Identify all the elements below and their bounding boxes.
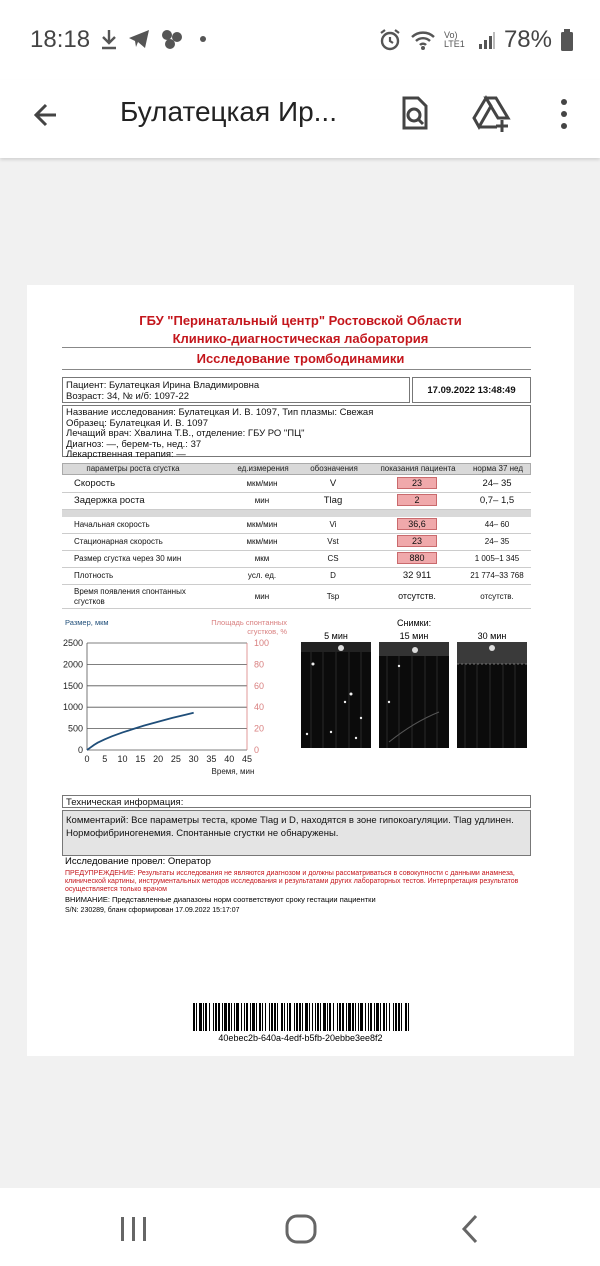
param-unit: мин [254, 496, 270, 505]
barcode-bar [269, 1003, 270, 1031]
param-value-abnormal: 880 [397, 552, 437, 564]
chart-y-tick-label: 0 [77, 745, 83, 755]
snapshot-image [379, 642, 449, 748]
param-value: отсутств. [398, 591, 436, 601]
table-row [62, 551, 531, 568]
barcode-bar [348, 1003, 351, 1031]
barcode-bar [360, 1003, 363, 1031]
chart-y-tick-label: 2500 [62, 638, 83, 648]
barcode-bar [408, 1003, 409, 1031]
barcode-bar [289, 1003, 291, 1031]
chart-y2-tick-label: 60 [254, 680, 265, 691]
navigation-bar [0, 1188, 600, 1266]
col-norm: норма 37 нед [473, 464, 523, 473]
patient-age: Возраст: 34, № и/б: 1097-22 [66, 391, 190, 402]
chart-y2-tick-label: 0 [254, 745, 260, 755]
chart-y-tick-label: 500 [67, 723, 83, 734]
barcode-bar [355, 1003, 356, 1031]
barcode-bar [213, 1003, 214, 1031]
chart-y2-tick-label: 80 [254, 659, 265, 670]
barcode-bar [346, 1003, 347, 1031]
param-value-abnormal: 2 [397, 494, 437, 506]
param-value: 32 911 [402, 570, 432, 581]
col-code: обозначения [310, 464, 358, 473]
col-units: ед.измерения [237, 464, 289, 473]
barcode-bar [342, 1003, 344, 1031]
barcode-bar [299, 1003, 301, 1031]
barcode-bar [244, 1003, 245, 1031]
barcode-bar [312, 1003, 313, 1031]
param-unit: мкм/мин [246, 537, 278, 546]
wifi-icon [410, 29, 436, 51]
barcode-bar [320, 1003, 321, 1031]
battery-percent: 78% [503, 26, 552, 53]
barcode-bar [259, 1003, 261, 1031]
back-nav-icon[interactable] [456, 1212, 484, 1246]
signal-icon [478, 30, 496, 50]
barcode-bar [393, 1003, 394, 1031]
barcode-bar [305, 1003, 308, 1031]
barcode-bar [294, 1003, 295, 1031]
param-name-line: сгустков [74, 597, 105, 606]
chart-x-tick-label: 35 [206, 754, 217, 764]
barcode-bar [231, 1003, 232, 1031]
barcode-bar [193, 1003, 195, 1031]
param-name: Задержка роста [74, 495, 145, 506]
barcode-bar [265, 1003, 266, 1031]
patient-box [62, 377, 410, 403]
barcode-bar [389, 1003, 390, 1031]
barcode-bar [376, 1003, 379, 1031]
chart-series-line [87, 713, 194, 750]
heading-divider [62, 347, 531, 348]
param-name: Плотность [74, 571, 114, 580]
document-page[interactable] [27, 285, 574, 1056]
doctor: Лечащий врач: Хвалина Т.В., отделение: ГБУ РО "ПЦ" [66, 428, 305, 439]
chart-x-tick-label: 15 [135, 754, 146, 764]
barcode-bar [380, 1003, 381, 1031]
barcode-bar [241, 1003, 242, 1031]
table-row [62, 517, 531, 534]
barcode-bar [370, 1003, 372, 1031]
param-norm: 24– 35 [482, 478, 512, 489]
patient-name: Пациент: Булатецкая Ирина Владимировна [66, 380, 260, 391]
barcode-bar [329, 1003, 331, 1031]
snapshot-image [457, 642, 527, 748]
download-icon [100, 28, 118, 50]
param-norm: отсутств. [480, 592, 514, 601]
param-code: D [330, 571, 336, 580]
param-unit: мкм [254, 554, 270, 563]
barcode-bar [302, 1003, 303, 1031]
barcode-bar [271, 1003, 273, 1031]
snapshot-picture [379, 642, 449, 748]
param-norm: 44– 60 [484, 520, 510, 529]
app-bar [0, 80, 600, 158]
comment-box: Комментарий: Все параметры теста, кроме Tlag и D, находятся в зоне гипокоагуляции. Tlag удлинен. Нормофибриногенемия. Спонтанные сгустки не обнаружены. [62, 810, 531, 856]
barcode-bar [281, 1003, 283, 1031]
barcode-bar [228, 1003, 230, 1031]
snapshot-picture [301, 642, 371, 748]
barcode-bar [395, 1003, 397, 1031]
heading-divider [62, 369, 531, 370]
barcode-bar [405, 1003, 407, 1031]
study-datetime: 17.09.2022 13:48:49 [412, 377, 531, 403]
param-name [74, 587, 186, 607]
chart-x-tick-label: 0 [84, 754, 90, 764]
barcode-bar [317, 1003, 319, 1031]
barcode-bar [358, 1003, 359, 1031]
barcode-bar [296, 1003, 298, 1031]
chart-y2-tick-label: 40 [254, 702, 265, 713]
table-row [62, 568, 531, 585]
barcode-bar [368, 1003, 369, 1031]
chart-y2-tick-label: 20 [254, 723, 265, 734]
barcode-bar [215, 1003, 217, 1031]
barcode-bar [323, 1003, 326, 1031]
alarm-icon [378, 28, 402, 52]
status-time: 18:18 [30, 26, 91, 53]
lab-heading: Клинико-диагностическая лаборатория [172, 331, 429, 346]
more-notifications-dot-icon [200, 36, 206, 42]
chart-x-tick-label: 20 [153, 754, 164, 764]
param-name: Стационарная скорость [74, 537, 163, 546]
warning-text: ПРЕДУПРЕЖДЕНИЕ: Результаты исследования не являются диагнозом и должны рассматриваться в совокупности с данными анамнеза, клинической картины, инструментальных методов исследования и результатами других лабораторных тестов. Интерпретация результатов осуществляется только врачом [65, 870, 519, 893]
param-code: Vst [327, 537, 339, 546]
chart-y2-label: Площадь спонтанных сгустков, % [211, 618, 287, 636]
barcode-bar [374, 1003, 375, 1031]
param-code: CS [327, 554, 339, 563]
notice-text: ВНИМАНИЕ: Представленные диапазоны норм соответствуют сроку гестации пациентки [65, 895, 376, 904]
clot-growth-chart [57, 635, 297, 785]
app-cluster-icon [160, 28, 184, 50]
chart-y-label: Размер, мкм [65, 618, 109, 627]
study-heading: Исследование тромбодинамики [196, 351, 405, 366]
snapshot-label: 5 мин [324, 631, 348, 641]
param-code: V [329, 478, 337, 489]
chart-x-tick-label: 30 [188, 754, 199, 764]
operator-line: Исследование провел: Оператор [65, 856, 211, 867]
chart-x-label: Время, мин [211, 767, 255, 776]
study-info-box [62, 405, 531, 460]
param-code: Tsp [326, 592, 340, 601]
system-icons [378, 26, 574, 54]
param-unit: мкм/мин [246, 479, 278, 488]
barcode-bar [246, 1003, 248, 1031]
document-title: Булатецкая Ир... [120, 96, 337, 127]
barcode-bar [277, 1003, 278, 1031]
param-norm: 24– 35 [484, 537, 510, 546]
barcode-bar [209, 1003, 210, 1031]
barcode-bar [224, 1003, 227, 1031]
param-value-abnormal: 23 [397, 477, 437, 489]
snapshot-picture [457, 642, 527, 748]
barcode-bar [222, 1003, 223, 1031]
chart-y-tick-label: 1500 [62, 680, 83, 691]
param-value-abnormal: 36,6 [397, 518, 437, 530]
telegram-icon [128, 29, 150, 49]
chart-x-tick-label: 25 [170, 754, 181, 764]
param-unit: усл. ед. [247, 571, 277, 580]
barcode-bar [250, 1003, 251, 1031]
col-patient-value: показания пациента [380, 464, 456, 473]
network-type-label: Vo) LTE1 [443, 30, 465, 49]
barcode-text: 40ebec2b-640a-4edf-b5fb-20ebbe3ee8f2 [218, 1033, 383, 1043]
barcode-bar [205, 1003, 207, 1031]
barcode-bar [256, 1003, 257, 1031]
chart-y-tick-label: 1000 [62, 702, 83, 713]
chart-x-tick-label: 10 [117, 754, 128, 764]
add-to-drive-icon[interactable] [472, 94, 512, 134]
barcode-bar [199, 1003, 202, 1031]
param-value-abnormal: 23 [397, 535, 437, 547]
notification-icons [100, 28, 206, 50]
recent-apps-icon[interactable] [118, 1214, 150, 1244]
barcode-bar [274, 1003, 276, 1031]
snapshot-image [301, 642, 371, 748]
barcode-bar [315, 1003, 316, 1031]
table-separator [62, 510, 531, 517]
chart-x-tick-label: 45 [241, 754, 253, 764]
barcode-bar [196, 1003, 197, 1031]
snapshots-title: Снимки: [397, 618, 432, 628]
chart-y2-tick-label: 100 [254, 638, 270, 648]
barcode-bar [365, 1003, 366, 1031]
back-arrow-icon[interactable] [26, 94, 68, 136]
diagnosis: Диагноз: —, берем-ть, нед.: 37 [66, 438, 202, 450]
table-row [62, 476, 531, 493]
param-code: Vi [329, 520, 337, 529]
home-icon[interactable] [284, 1212, 318, 1246]
results-table-header [62, 463, 531, 475]
barcode-bar [309, 1003, 310, 1031]
barcode-bar [386, 1003, 387, 1031]
barcode-bar [284, 1003, 285, 1031]
param-norm: 21 774–33 768 [470, 571, 524, 580]
param-name: Скорость [74, 478, 116, 489]
table-row [62, 585, 531, 609]
barcode-bar [252, 1003, 255, 1031]
col-parameters: параметры роста сгустка [86, 464, 180, 473]
sample: Образец: Булатецкая И. В. 1097 [66, 417, 208, 429]
barcode-bar [401, 1003, 402, 1031]
param-name: Размер сгустка через 30 мин [74, 554, 182, 563]
barcode-bar [333, 1003, 334, 1031]
snapshot-label: 30 мин [477, 631, 507, 641]
barcode-bar [236, 1003, 239, 1031]
param-unit: мкм/мин [246, 520, 278, 529]
param-norm: 1 005–1 345 [474, 554, 520, 563]
study-name: Название исследования: Булатецкая И. В. 1097, Тип плазмы: Свежая [66, 407, 374, 418]
barcode [193, 1003, 409, 1031]
org-heading: ГБУ "Перинатальный центр" Ростовской Области [139, 313, 462, 328]
status-bar [0, 0, 600, 80]
barcode-bar [234, 1003, 235, 1031]
more-options-icon[interactable] [544, 94, 584, 134]
barcode-bar [287, 1003, 288, 1031]
chart-y-tick-label: 2000 [62, 659, 83, 670]
battery-icon [560, 28, 574, 52]
param-unit: мин [254, 592, 270, 601]
table-row [62, 534, 531, 551]
search-document-icon[interactable] [394, 94, 434, 134]
param-norm: 0,7– 1,5 [479, 495, 515, 506]
barcode-bar [383, 1003, 385, 1031]
barcode-bar [352, 1003, 354, 1031]
param-name-line: Время появления спонтанных [74, 587, 186, 596]
chart-x-tick-label: 5 [102, 754, 108, 764]
tech-info-header: Техническая информация: [62, 795, 531, 808]
barcode-bar [203, 1003, 204, 1031]
chart-x-tick-label: 40 [224, 754, 235, 764]
barcode-bar [262, 1003, 263, 1031]
barcode-bar [327, 1003, 328, 1031]
param-code: Tlag [323, 495, 343, 506]
table-row [62, 493, 531, 510]
param-name: Начальная скорость [74, 520, 150, 529]
serial-number: S/N: 230289, бланк сформирован 17.09.2022 15:17:07 [65, 907, 240, 914]
therapy: Лекарственная терапия: — [66, 449, 186, 460]
barcode-bar [339, 1003, 341, 1031]
snapshot-label: 15 мин [399, 631, 429, 641]
barcode-bar [218, 1003, 220, 1031]
barcode-bar [337, 1003, 338, 1031]
barcode-bar [398, 1003, 400, 1031]
